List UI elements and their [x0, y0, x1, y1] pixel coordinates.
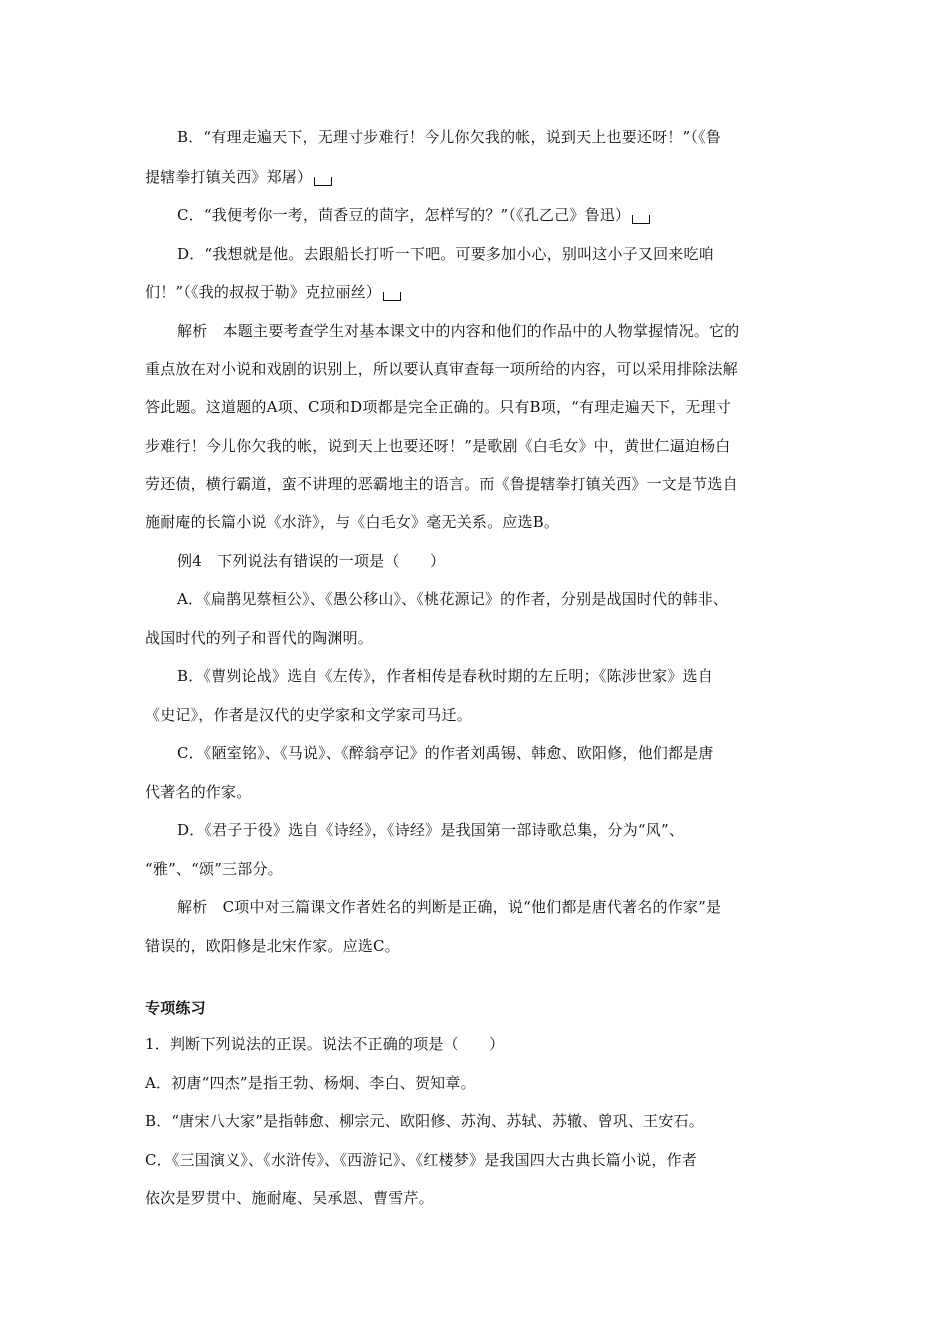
analysis-line-5: 劳还债，横行霸道，蛮不讲理的恶霸地主的语言。而《鲁提辖拳打镇关西》一文是节选自 — [145, 475, 738, 493]
option-b-line-2: 提辖拳打镇关西》郑屠） — [145, 167, 332, 187]
option-d-line-2: 们！”（《我的叔叔于勒》克拉丽丝） — [145, 282, 401, 302]
option-d-line-1: D．“我想就是他。去跟船长打听一下吧。可要多加小心，别叫这小子又回来吃咱 — [177, 245, 714, 263]
answer-blank[interactable] — [314, 177, 332, 186]
example-4-analysis-line-1: 解析 C项中对三篇课文作者姓名的判断是正确，说“他们都是唐代著名的作家”是 — [177, 898, 722, 916]
example-4-option-c-line-1: C．《陋室铭》、《马说》、《醉翁亭记》的作者刘禹锡、韩愈、欧阳修，他们都是唐 — [177, 744, 714, 762]
analysis-line-2: 重点放在对小说和戏剧的识别上，所以要认真审查每一项所给的内容，可以采用排除法解 — [145, 360, 738, 378]
analysis-line-3: 答此题。这道题的A项、C项和D项都是完全正确的。只有B项，“有理走遍天下，无理寸 — [145, 398, 732, 416]
analysis-line-6: 施耐庵的长篇小说《水浒》，与《白毛女》毫无关系。应选B。 — [145, 513, 560, 531]
example-4-option-a-line-1: A．《扁鹊见蔡桓公》、《愚公移山》、《桃花源记》的作者，分别是战国时代的韩非、 — [177, 590, 729, 608]
example-4-option-b-line-2: 《史记》，作者是汉代的史学家和文学家司马迁。 — [145, 706, 472, 724]
analysis-line-1: 解析 本题主要考查学生对基本课文中的内容和他们的作品中的人物掌握情况。它的 — [177, 322, 740, 340]
exercise-1-option-c-line-1: C．《三国演义》、《水浒传》、《西游记》、《红楼梦》是我国四大古典长篇小说，作者 — [145, 1151, 697, 1169]
section-heading: 专项练习 — [145, 999, 206, 1017]
answer-blank[interactable] — [632, 215, 650, 224]
option-b-line-1: B．“有理走遍天下，无理寸步难行！今儿你欠我的帐，说到天上也要还呀！”（《鲁 — [177, 128, 721, 146]
example-4-option-d-line-2: “雅”、“颂”三部分。 — [145, 860, 283, 878]
example-4-option-c-line-2: 代著名的作家。 — [145, 783, 252, 801]
example-4-option-d-line-1: D．《君子于役》选自《诗经》，《诗经》是我国第一部诗歌总集，分为“风”、 — [177, 821, 685, 839]
option-c-line: C．“我便考你一考，茴香豆的茴字，怎样写的？”（《孔乙己》鲁迅） — [177, 205, 650, 225]
example-4-question: 例4 下列说法有错误的一项是（ ） — [177, 552, 446, 570]
exercise-1-option-b: B．“唐宋八大家”是指韩愈、柳宗元、欧阳修、苏洵、苏轼、苏辙、曾巩、王安石。 — [145, 1112, 704, 1130]
answer-blank[interactable] — [383, 292, 401, 301]
analysis-line-4: 步难行！今儿你欠我的帐，说到天上也要还呀！”是歌剧《白毛女》中，黄世仁逼迫杨白 — [145, 437, 731, 455]
exercise-1-question: 1．判断下列说法的正误。说法不正确的项是（ ） — [145, 1035, 505, 1053]
exercise-1-option-a: A．初唐“四杰”是指王勃、杨炯、李白、贺知章。 — [145, 1074, 476, 1092]
example-4-option-a-line-2: 战国时代的列子和晋代的陶渊明。 — [145, 629, 374, 647]
example-4-analysis-line-2: 错误的，欧阳修是北宋作家。应选C。 — [145, 937, 400, 955]
exercise-1-option-c-line-2: 依次是罗贯中、施耐庵、吴承恩、曹雪芹。 — [145, 1189, 434, 1207]
example-4-option-b-line-1: B．《曹刿论战》选自《左传》，作者相传是春秋时期的左丘明；《陈涉世家》选自 — [177, 667, 713, 685]
